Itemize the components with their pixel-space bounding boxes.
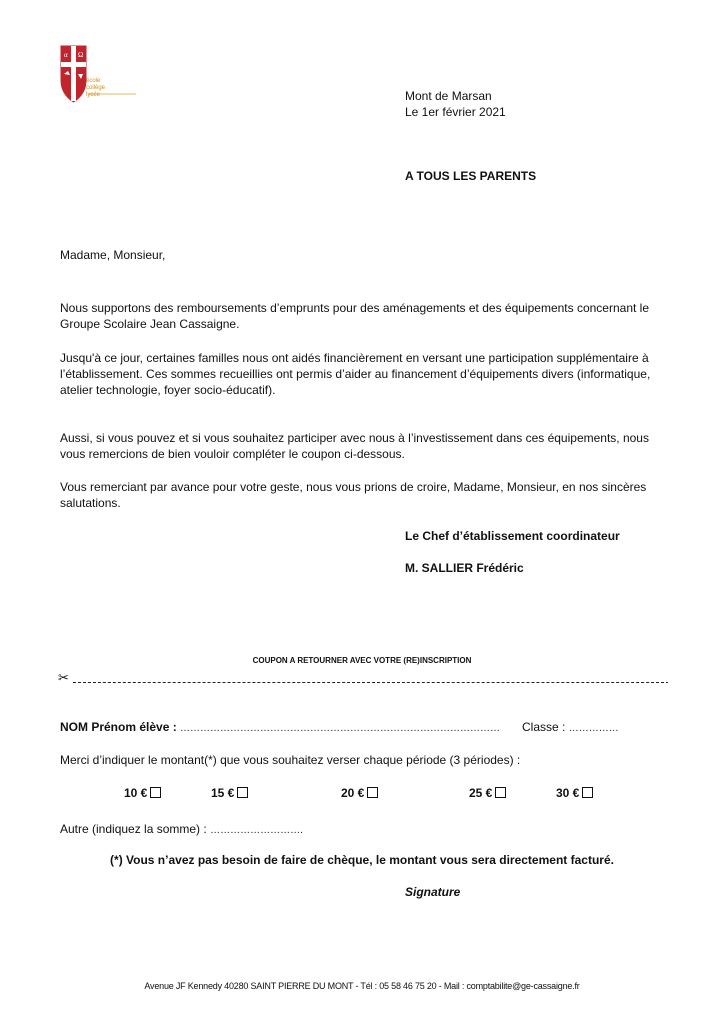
- svg-text:α: α: [64, 51, 68, 59]
- recipients-heading: A TOUS LES PARENTS: [405, 169, 537, 183]
- class-field[interactable]: ……………: [568, 723, 619, 734]
- logo-tag-lycee: lycée: [86, 92, 101, 98]
- student-name-label: NOM Prénom élève :: [60, 720, 177, 734]
- amount-label: 20 €: [341, 786, 365, 800]
- checkbox-25[interactable]: [495, 787, 506, 798]
- billing-note: (*) Vous n’avez pas besoin de faire de chèque, le montant vous sera directement facturé.: [110, 853, 614, 867]
- dashed-separator: [73, 674, 668, 683]
- checkbox-15[interactable]: [237, 787, 248, 798]
- signature-label: Signature: [405, 885, 461, 899]
- amount-question: Merci d’indiquer le montant(*) que vous souhaitez verser chaque période (3 périodes) :: [60, 753, 521, 767]
- school-logo: [58, 42, 148, 112]
- amount-label: 25 €: [469, 786, 493, 800]
- other-amount-field[interactable]: ……………………….: [210, 825, 303, 836]
- student-name-field[interactable]: ……………………………………………………………………………………: [180, 723, 501, 734]
- amount-option-30[interactable]: [556, 786, 593, 800]
- checkbox-10[interactable]: [150, 787, 161, 798]
- cut-line: [58, 670, 668, 686]
- checkbox-20[interactable]: [367, 787, 378, 798]
- signer-name: M. SALLIER Frédéric: [405, 561, 524, 575]
- logo-tagline: [86, 78, 105, 99]
- amount-option-25[interactable]: [469, 786, 506, 800]
- paragraph-3: Aussi, si vous pouvez et si vous souhaitez participer avec nous à l’investissement dans ces équipements, nous vous remercions de bien vouloir compléter le coupon ci-dessous.: [60, 431, 649, 461]
- logo-tag-college: collège: [86, 85, 106, 91]
- date: Le 1er février 2021: [405, 105, 506, 119]
- shield-logo-icon: [58, 42, 148, 112]
- amount-option-20[interactable]: [341, 786, 378, 800]
- svg-text:Ω: Ω: [78, 51, 84, 59]
- paragraph-2: Jusqu'à ce jour, certaines familles nous ont aidés financièrement en versant une participation supplémentaire à l’établissement. Ces sommes recueillies ont permis d’aider au financement d’équipements divers (informatique, atelier technologie, foyer socio-éducatif).: [60, 351, 651, 397]
- checkbox-30[interactable]: [582, 787, 593, 798]
- amount-label: 10 €: [124, 786, 148, 800]
- other-amount-row: [60, 821, 303, 839]
- paragraph-4: Vous remerciant par avance pour votre geste, nous vous prions de croire, Madame, Monsieur, en nos sincères salutations.: [60, 480, 647, 510]
- amount-option-10[interactable]: [124, 786, 161, 800]
- salutation: Madame, Monsieur,: [60, 248, 166, 262]
- city: Mont de Marsan: [405, 89, 492, 103]
- class-row: [522, 719, 619, 737]
- amount-label: 15 €: [211, 786, 235, 800]
- other-amount-label: Autre (indiquez la somme) :: [60, 822, 207, 836]
- amount-option-15[interactable]: [211, 786, 248, 800]
- footer-address: Avenue JF Kennedy 40280 SAINT PIERRE DU MONT - Tél : 05 58 46 75 20 - Mail : comptabilite@ge-cassaigne.fr: [144, 981, 580, 991]
- student-name-row: [60, 719, 500, 737]
- paragraph-1: Nous supportons des remboursements d’emprunts pour des aménagements et des équipements concernant le Groupe Scolaire Jean Cassaigne.: [60, 301, 650, 331]
- logo-tag-ecole: école: [86, 78, 101, 84]
- coupon-title: COUPON A RETOURNER AVEC VOTRE (RE)INSCRIPTION: [252, 656, 472, 665]
- scissors-icon: ✂: [58, 670, 69, 685]
- class-label: Classe :: [522, 720, 566, 734]
- signer-title: Le Chef d’établissement coordinateur: [405, 529, 620, 543]
- amount-label: 30 €: [556, 786, 580, 800]
